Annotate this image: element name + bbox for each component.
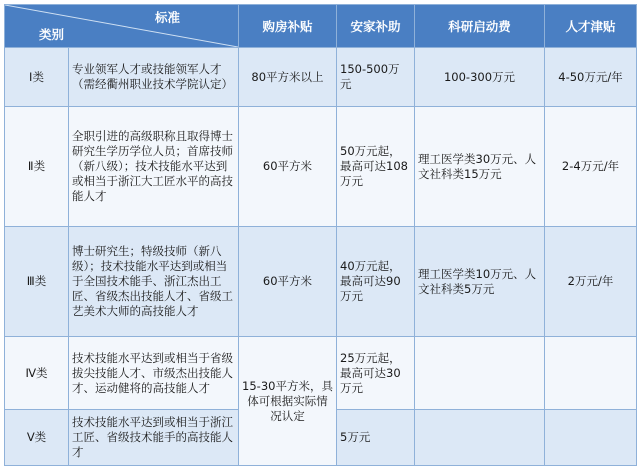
category-cell: Ⅳ类 xyxy=(5,337,69,410)
diagonal-header-cell xyxy=(5,5,239,48)
standard-cell: 技术技能水平达到或相当于省级拔尖技能人才、市级杰出技能人才、运动健将的高技能人才 xyxy=(69,337,239,410)
research-cell: 理工医学类30万元、人文社科类15万元 xyxy=(415,107,545,227)
settle-cell: 50万元起，最高可达108万元 xyxy=(337,107,415,227)
settle-cell: 150-500万元 xyxy=(337,48,415,107)
standard-cell: 全职引进的高级职称且取得博士研究生学历学位人员；首席技师（新八级）；技术技能水平达到或相当于浙江大工匠水平的高技能人才 xyxy=(69,107,239,227)
housing-cell: 80平方米以上 xyxy=(239,48,337,107)
housing-cell: 60平方米 xyxy=(239,227,337,337)
header-row xyxy=(5,5,637,48)
category-cell: Ⅰ类 xyxy=(5,48,69,107)
allowance-cell xyxy=(545,410,637,466)
standard-cell: 博士研究生；特级技师（新八级）；技术技能水平达到或相当于全国技术能手、浙江杰出工匠、省级杰出技能人才、省级工艺美术大师的高技能人才 xyxy=(69,227,239,337)
settle-cell: 5万元 xyxy=(337,410,415,466)
header-allowance: 人才津贴 xyxy=(545,5,637,48)
allowance-cell xyxy=(545,337,637,410)
header-standard: 标准 xyxy=(154,10,180,25)
header-category: 类别 xyxy=(39,27,65,42)
header-research: 科研启动费 xyxy=(415,5,545,48)
category-cell: Ⅴ类 xyxy=(5,410,69,466)
research-cell: 理工医学类10万元、人文社科类5万元 xyxy=(415,227,545,337)
table-row xyxy=(5,227,637,337)
settle-cell: 40万元起，最高可达90万元 xyxy=(337,227,415,337)
research-cell: 100-300万元 xyxy=(415,48,545,107)
allowance-cell: 2万元/年 xyxy=(545,227,637,337)
housing-cell: 15-30平方米，具体可根据实际情况认定 xyxy=(239,337,337,466)
table-row xyxy=(5,48,637,107)
subsidy-table-container xyxy=(4,4,636,465)
allowance-cell: 4-50万元/年 xyxy=(545,48,637,107)
settle-cell: 25万元起，最高可达30万元 xyxy=(337,337,415,410)
standard-cell: 专业领军人才或技能领军人才（需经衢州职业技术学院认定） xyxy=(69,48,239,107)
header-housing: 购房补贴 xyxy=(239,5,337,48)
category-cell: Ⅲ类 xyxy=(5,227,69,337)
table-row xyxy=(5,337,637,410)
talent-subsidy-table xyxy=(4,4,637,466)
housing-cell: 60平方米 xyxy=(239,107,337,227)
allowance-cell: 2-4万元/年 xyxy=(545,107,637,227)
research-cell xyxy=(415,337,545,410)
research-cell xyxy=(415,410,545,466)
standard-cell: 技术技能水平达到或相当于浙江工匠、省级技术能手的高技能人才 xyxy=(69,410,239,466)
category-cell: Ⅱ类 xyxy=(5,107,69,227)
table-row xyxy=(5,107,637,227)
header-settle: 安家补助 xyxy=(337,5,415,48)
